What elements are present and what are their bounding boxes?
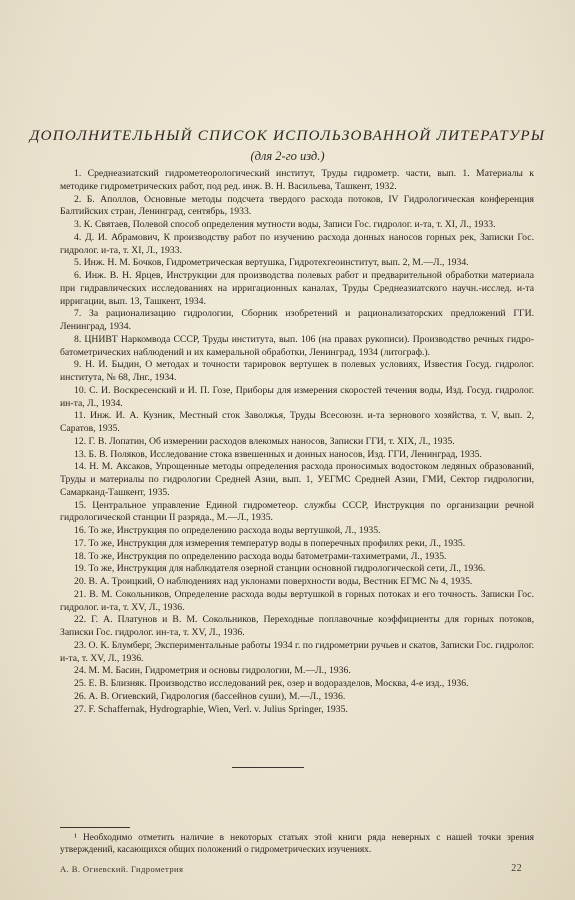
reference-item: 19. То же, Инструкция для наблюдателя озерной станции основной гидрологической сети, Л., 1936. xyxy=(74,563,486,575)
reference-item: 11. Инж. И. А. Кузник, Местный сток Заволжья, Труды Всесоюзн. и-та зернового хозяйства, т. V, вып. 2, Саратов, 1935. xyxy=(60,410,534,434)
reference-item: 1. Среднеазиатский гидрометеорологический институт, Труды гидрометр. части, вып. 1. Материалы к методике гидрометрических работ, под ред. инж. В. Н. Васильева, Ташкент, 1932. xyxy=(60,168,534,192)
reference-item: 3. К. Святаев, Полевой способ определения мутности воды, Записи Гос. гидролог. и-та, т. XI, Л., 1933. xyxy=(74,219,496,230)
reference-item: 20. В. А. Троицкий, О наблюдениях над уклонами поверхности воды, Вестник ЕГМС № 4, 1935. xyxy=(74,576,473,587)
reference-item: 26. А. В. Огиевский, Гидрология (бассейнов суши), М.—Л., 1936. xyxy=(74,690,346,702)
reference-item: 14. Н. М. Аксаков, Упрощенные методы определения расхода проносимых водостоком ледяных образований, Труды и материалы по гидрологии Средней Азии, вып. 1, УЕГМС Средней Азии, ГМИ, Сектор гидрологии, Самарканд-Ташкент, 1935. xyxy=(60,461,534,498)
reference-item: 24. М. М. Басин, Гидрометрия и основы гидрологии, М.—Л., 1936. xyxy=(74,665,351,677)
section-subheading: (для 2-го изд.) xyxy=(250,149,325,163)
reference-item: 18. То же, Инструкция по определению расхода воды батометрами-тахиметрами, Л., 1935. xyxy=(74,550,447,562)
reference-item: 6. Инж. В. Н. Ярцев, Инструкции для производства полевых работ и предварительной обработки материала при гидравлических исследованиях на ирригационных каналах, Труды Среднеазиатского научн.-исслед. и-та ирригации, вып. 13, Ташкент, 1934. xyxy=(60,270,534,307)
reference-item: 27. F. Schaffernak, Hydrographie, Wien, Verl. v. Julius Springer, 1935. xyxy=(74,703,348,715)
section-divider xyxy=(232,767,304,768)
footnote: ¹ Необходимо отметить наличие в некоторых статьях этой книги ряда неверных с нашей точки зрения утверждений, касающихся общих положений о гидрометрических изучениях. xyxy=(60,833,534,855)
reference-item: 23. О. К. Блумберг, Экспериментальные работы 1934 г. по гидрометрии ручьев и скатов, Записки Гос. гидролог. и-та, т. XV, Л., 1936. xyxy=(60,639,534,664)
reference-item: 17. То же, Инструкция для измерения температур воды в поперечных профилях реки, Л., 1935. xyxy=(74,537,466,549)
reference-item: 8. ЦНИВТ Наркомвода СССР, Труды института, вып. 106 (на правах рукописи). Производство речных гидро-батометрических наблюдений и их камеральной обработки, Ленинград, 1934 (литограф.). xyxy=(60,333,534,358)
reference-item: 15. Центральное управление Единой гидрометеор. службы СССР, Инструкция по организации речной гидрологической станции II разряда., М.—Л., 1935. xyxy=(60,499,534,524)
reference-item: 22. Г. А. Платунов и В. М. Сокольников, Переходные поплавочные коэффициенты для горных потоков, Записки Гос. гидролог. ин-та, т. XV, Л., 1936. xyxy=(60,614,534,638)
reference-item: 7. За рационализацию гидрологии, Сборник изобретений и рационализаторских предложений ГГИ. Ленинград, 1934. xyxy=(60,308,534,332)
reference-item: 4. Д. И. Абрамович, К производству работ по изучению расхода донных наносов горных рек, Записки Гос. гидролог. и-та, т. XI, Л., 1933. xyxy=(60,231,534,256)
reference-item: 16. То же, Инструкция по определению расхода воды вертушкой, Л., 1935. xyxy=(74,525,381,536)
page-footer xyxy=(60,864,522,874)
reference-item: 21. В. М. Сокольников, Определение расхода воды вертушкой в горных потоках и его точность. Записки Гос. гидролог. и-та, т. XV, Л., 1936. xyxy=(60,588,534,613)
footnote-rule xyxy=(60,827,130,828)
reference-item: 9. Н. И. Быдин, О методах и точности тарировок вертушек в полевых условиях, Известия Госуд. гидролог. института, № 68, Лнг., 1934. xyxy=(60,359,534,383)
reference-item: 13. Б. В. Поляков, Исследование стока взвешенных и донных наносов, Изд. ГГИ, Ленинград, 1935. xyxy=(74,448,482,460)
reference-item: 12. Г. В. Лопатин, Об измерении расходов влекомых наносов, Записки ГГИ, т. XIX, Л., 1935. xyxy=(74,435,455,447)
reference-item: 25. Е. В. Близняк. Производство исследований рек, озер и водоразделов, Москва, 4-е изд., 1936. xyxy=(74,678,469,689)
reference-item: 2. Б. Аполлов, Основные методы подсчета твердого расхода потоков, IV Гидрологическая конференция Балтийских стран, Ленинград, сентябрь, 1933. xyxy=(60,193,534,218)
reference-item: 10. С. И. Воскресенский и И. П. Гозе, Приборы для измерения скоростей течения воды, Изд. Госуд. гидролог. ин-та, Л., 1934. xyxy=(60,384,534,409)
section-heading: ДОПОЛНИТЕЛЬНЫЙ СПИСОК ИСПОЛЬЗОВАННОЙ ЛИТЕРАТУРЫ xyxy=(29,128,546,144)
reference-item: 5. Инж. Н. М. Бочков, Гидрометрическая вертушка, Гидротехгеоинститут, вып. 2, М.—Л., 1934. xyxy=(74,257,469,269)
page-number: 22 xyxy=(511,863,522,874)
reference-list xyxy=(60,168,534,716)
running-title: А. В. Огиевский. Гидрометрия xyxy=(60,864,184,874)
